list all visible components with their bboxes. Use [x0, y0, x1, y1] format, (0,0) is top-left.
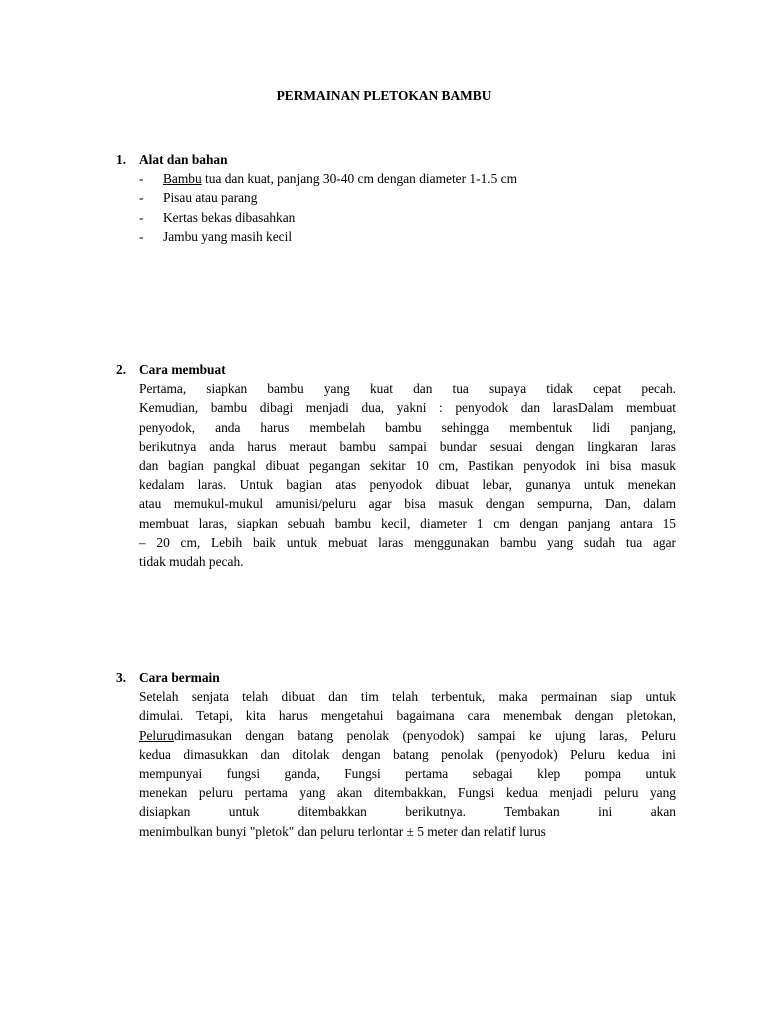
section-heading	[116, 150, 676, 169]
paragraph-line: dimulai. Tetapi, kita harus mengetahui bagaimana cara menembak dengan pletokan,	[139, 708, 676, 724]
paragraph-line: mempunyai fungsi ganda, Fungsi pertama sebagai klep pompa untuk	[139, 766, 676, 782]
section-number: 3.	[116, 670, 127, 685]
section-cara-membuat	[116, 360, 676, 571]
list-item	[139, 188, 676, 207]
materials-list	[139, 169, 676, 246]
paragraph-line: berikutnya anda harus meraut bambu sampai bundar sesuai dengan lingkaran laras	[139, 438, 676, 454]
section-heading-text: Cara bermain	[139, 670, 220, 685]
list-item	[139, 227, 676, 246]
paragraph-line-rest: dimasukan dengan batang penolak (penyodok) sampai ke ujung laras, Peluru	[173, 727, 676, 743]
list-item-text: Kertas bekas dibasahkan	[163, 209, 296, 225]
paragraph-line: penyodok, anda harus membelah bambu sehingga membentuk lidi panjang,	[139, 419, 676, 435]
section-heading	[116, 668, 676, 687]
list-dash: -	[139, 190, 144, 206]
section-heading-text: Alat dan bahan	[139, 152, 228, 167]
section-heading	[116, 360, 676, 379]
paragraph-line: dan bagian pangkal dibuat pegangan sekitar 10 cm, Pastikan penyodok ini bisa masuk	[139, 458, 676, 474]
list-item-text: Pisau atau parang	[163, 190, 258, 206]
list-dash: -	[139, 171, 144, 187]
section-alat-dan-bahan	[116, 150, 676, 246]
list-item	[139, 208, 676, 227]
paragraph-line: tidak mudah pecah.	[139, 554, 244, 570]
paragraph-line: atau memukul-mukul amunisi/peluru agar bisa masuk dengan sempurna, Dan, dalam	[139, 496, 676, 512]
list-dash: -	[139, 209, 144, 225]
list-item	[139, 169, 676, 188]
list-item-text: Jambu yang masih kecil	[163, 228, 293, 244]
document-title: PERMAINAN PLETOKAN BAMBU	[276, 88, 492, 103]
section-number: 1.	[116, 152, 127, 167]
paragraph-line: Setelah senjata telah dibuat dan tim telah terbentuk, maka permainan siap untuk	[139, 689, 676, 705]
paragraph-line: kedua dimasukkan dan ditolak dengan batang penolak (penyodok) Peluru kedua ini	[139, 746, 676, 762]
section-number: 2.	[116, 362, 127, 377]
list-dash: -	[139, 228, 144, 244]
underlined-word: Bambu	[163, 171, 202, 187]
underlined-word: Peluru	[139, 727, 174, 743]
paragraph-line: Pertama, siapkan bambu yang kuat dan tua supaya tidak cepat pecah.	[139, 381, 676, 397]
paragraph-line	[139, 726, 676, 745]
section-paragraph	[139, 379, 676, 571]
section-heading-text: Cara membuat	[139, 362, 226, 377]
paragraph-line: membuat laras, siapkan sebuah bambu kecil, diameter 1 cm dengan panjang antara 15	[139, 515, 676, 531]
paragraph-line: menimbulkan bunyi "pletok" dan peluru terlontar ± 5 meter dan relatif lurus	[139, 823, 546, 839]
section-cara-bermain	[116, 668, 676, 841]
paragraph-line: – 20 cm, Lebih baik untuk mebuat laras menggunakan bambu yang sudah tua agar	[139, 534, 676, 550]
list-item-text: tua dan kuat, panjang 30-40 cm dengan diameter 1-1.5 cm	[201, 171, 518, 187]
paragraph-line: Kemudian, bambu dibagi menjadi dua, yakni : penyodok dan larasDalam membuat	[139, 400, 676, 416]
paragraph-line: kedalam laras. Untuk bagian atas penyodok dibuat lebar, gunanya untuk menekan	[139, 477, 676, 493]
section-paragraph	[139, 687, 676, 841]
paragraph-line: menekan peluru pertama yang akan ditembakkan, Fungsi kedua menjadi peluru yang	[139, 785, 676, 801]
paragraph-line: disiapkan untuk ditembakkan berikutnya. Tembakan ini akan	[139, 804, 676, 820]
